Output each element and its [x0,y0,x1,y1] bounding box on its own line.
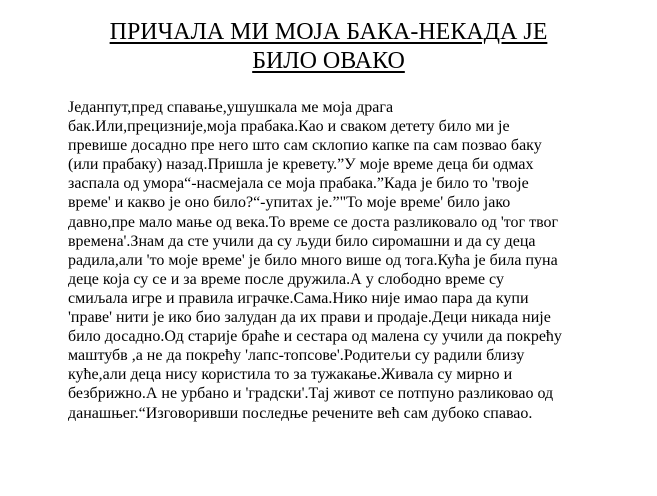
title-line-1: ПРИЧАЛА МИ МОЈА БАКА-НЕКАДА ЈЕ [109,19,548,45]
text-line: маштубв ,а не да покрећу 'лапс-топсове'.Родитељи су радили близу [68,347,525,365]
text-line: Једанпут,пред спавање,ушушкала ме моја драга [68,99,394,116]
title-line-2: БИЛО ОВАКО [252,48,405,74]
text-line: деце која су се и за време после дружила.А у слободно време су [68,270,504,288]
text-line: (или прабаку) назад.Пришла је кревету.”У моје време деца би одмах [68,156,534,174]
text-line: заспала од умора“-насмејала се моја прабака.”Када је било то 'твоје [68,175,529,193]
text-line: 'праве' нити је ико био залудан да их прави и продаје.Деци никада није [68,309,551,327]
text-line: безбрижно.А не урбано и 'градски'.Тај живот се потпуно разликовао од [68,385,554,403]
text-line: давно,пре мало мање од века.То време се доста разликовало од 'тог твог [68,213,559,231]
text-line: времена'.Знам да сте учили да су људи било сиромашни и да су деца [68,232,536,250]
text-line: смиљала игре и правила играчке.Сама.Нико није имао пара да купи [68,289,529,307]
text-line: радила,али 'то моје време' је било много више од тога.Кућа је била пуна [68,251,558,269]
document-title [40,18,617,76]
text-line: превише досадно пре него што сам склопио капке па сам позвао баку [68,137,542,155]
text-line: време' и какво је оно било?“-упитах је.”"То моје време' било јако [68,194,511,212]
text-line: било досадно.Од старије браће и сестара од малена су учили да покрећу [68,328,562,346]
body-paragraph [68,98,624,423]
text-line: бак.Или,прецизније,моја прабака.Као и сваком детету било ми је [68,118,510,136]
text-line: куће,али деца нису користила то за тужакање.Живала су мирно и [68,366,513,384]
text-line: данашњег.“Изговоривши последње речените већ сам дубоко спавао. [68,404,533,422]
